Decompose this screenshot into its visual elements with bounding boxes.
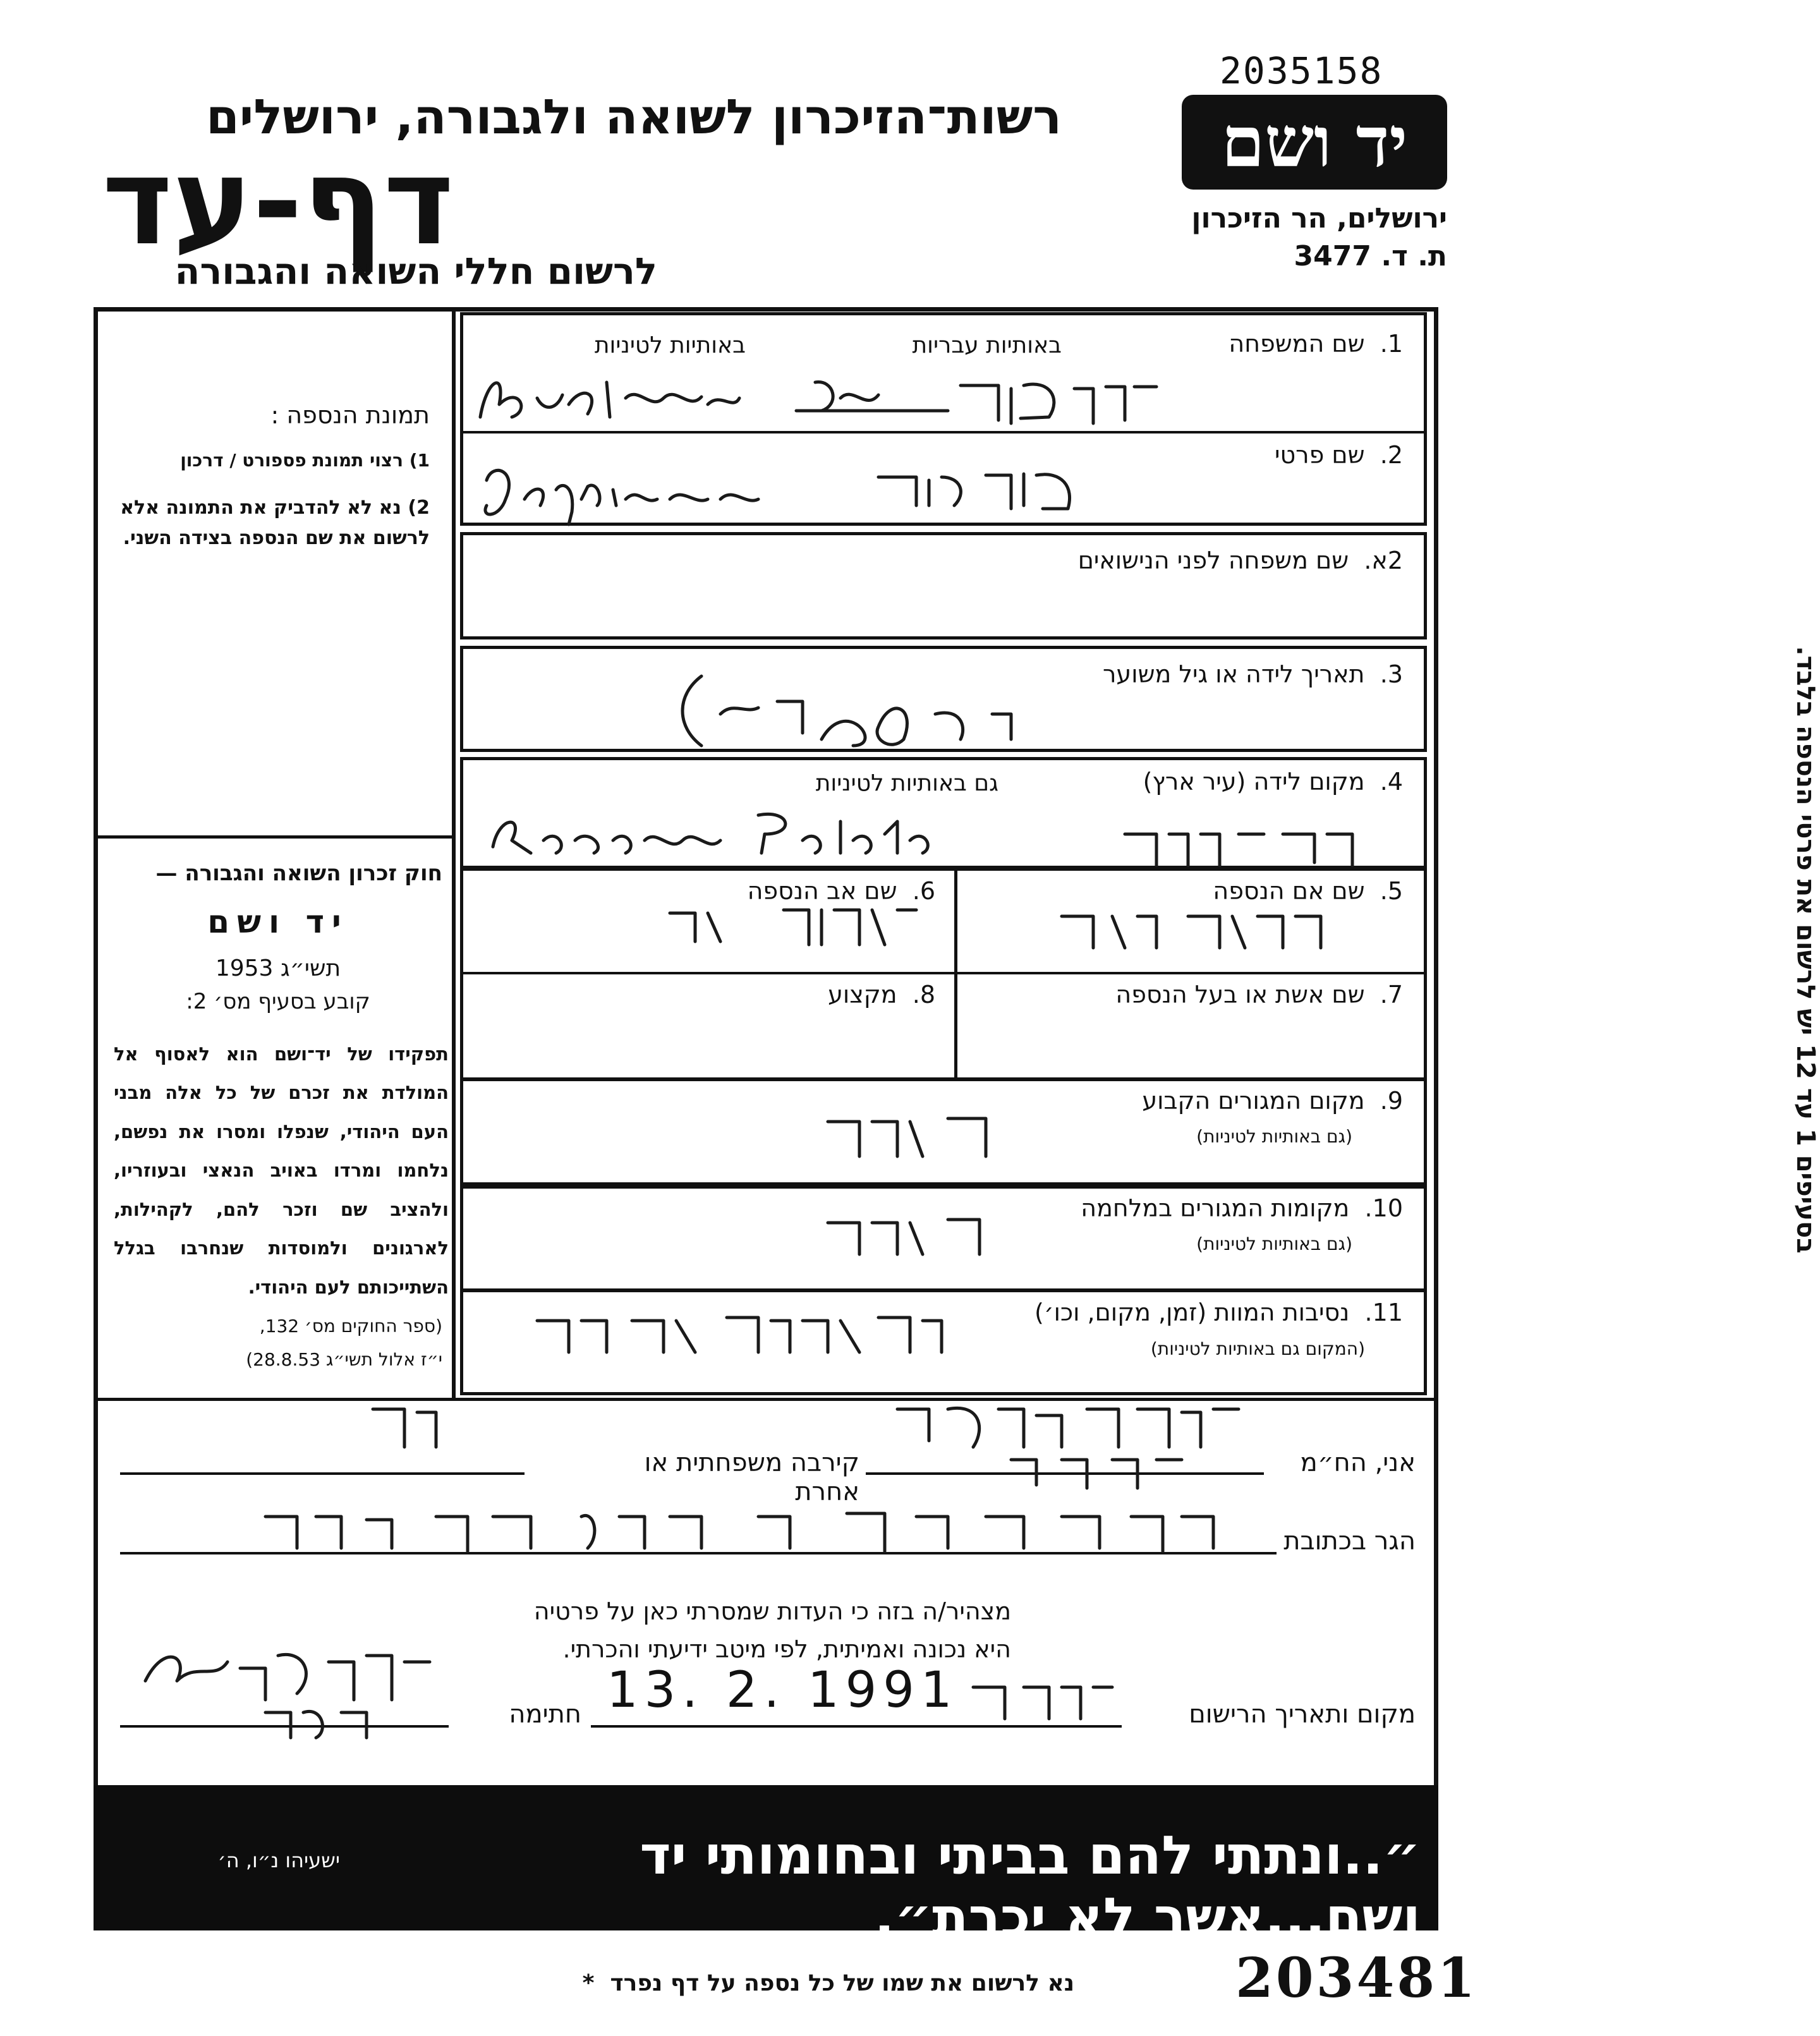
relation-line	[120, 1472, 525, 1475]
form-subtitle: לרשום חללי השואה והגבורה	[174, 250, 657, 293]
section-separator	[95, 1398, 1437, 1401]
law-name: יד ושם	[207, 904, 349, 940]
law-year: תשי״ג 1953	[215, 955, 341, 981]
footer-bullet: *	[582, 1970, 595, 1996]
document-number-top: 2035158	[1220, 49, 1383, 92]
form-title: דף-עד	[102, 132, 454, 272]
law-reference-1: (ספר החוקים מס׳ 132,	[259, 1316, 442, 1336]
photo-box-item-2: 2) נא לא להדביק את התמונה אלא לרשום את שם הנספה בצידה השני.	[120, 497, 430, 549]
signature-label: חתימה	[509, 1700, 581, 1729]
statement-line-1: מצהיר/ה בזה כי העדות שמסרתי כאן על פרטיה	[533, 1597, 1011, 1625]
photo-box-item-1: 1) רצוי תמונת פספורט / דרכון	[180, 450, 430, 471]
signature-line	[120, 1725, 449, 1728]
declarant-name-line	[866, 1472, 1264, 1475]
field-divider-6-7	[461, 972, 1425, 974]
relation-label: קירבה משפחתית או אחרת	[644, 1448, 859, 1506]
place-date-line	[591, 1725, 1122, 1728]
field-8-label: 8. מקצוע	[828, 981, 935, 1009]
field-1-label: 1. שם המשפחה	[1228, 330, 1403, 358]
field-divider-1-2	[461, 431, 1425, 433]
field-5-label: 5. שם אם הנספה	[1213, 877, 1403, 905]
address-label: הגר בכתובת	[1283, 1527, 1416, 1556]
field-11-note: (המקום גם באותיות לטיניות)	[1150, 1338, 1365, 1359]
field-2-label: 2. שם פרטי	[1275, 441, 1403, 469]
declarant-label: אני, הח״מ	[1300, 1448, 1416, 1477]
field-1-hebrew-column: באותיות עבריות	[912, 332, 1062, 358]
field-4-latin-note: גם באותיות לטיניות	[815, 770, 998, 796]
authority-name: רשות־הזיכרון לשואה ולגבורה, ירושלים	[206, 88, 1062, 145]
left-column-divider	[452, 310, 456, 1400]
address-line-1: ירושלים, הר הזיכרון	[1191, 202, 1447, 234]
yad-vashem-logo	[1182, 95, 1447, 190]
field-7-label: 7. שם אשת או בעל הנספה	[1115, 981, 1403, 1009]
field-10-note: (גם באותיות לטיניות)	[1196, 1233, 1352, 1254]
law-section: קובע בסעיף מס׳ 2:	[186, 989, 370, 1014]
field-3-label: 3. תאריך לידה או גיל משוער	[1102, 660, 1403, 688]
registration-date: 13. 2. 1991	[607, 1662, 959, 1719]
left-column-separator	[95, 835, 454, 839]
quote-banner	[94, 1785, 1438, 1948]
field-4-label: 4. מקום לידה (עיר ארץ)	[1143, 768, 1403, 796]
field-1-latin-column: באותיות לטיניות	[594, 332, 746, 358]
field-2a-label: 2א. שם משפחה לפני הנישואים	[1077, 547, 1403, 574]
field-11-label: 11. נסיבות המוות (זמן, מקום, וכו׳)	[1034, 1299, 1403, 1326]
banner-source: ישעיהו נ״ו, ה׳	[217, 1848, 340, 1872]
field-9-note: (גם באותיות לטיניות)	[1196, 1126, 1352, 1147]
law-heading: חוק זכרון השואה והגבורה —	[155, 861, 442, 886]
field-6-label: 6. שם אב הנספה	[747, 877, 935, 905]
side-note: בסעיפים 1 עד 12 יש לרשום את פרטי הנספה בלבד.	[1791, 646, 1820, 1254]
footer-note: נא לרשום את שמו של כל נספה על דף נפרד *	[582, 1970, 1074, 1996]
field-9-label: 9. מקום המגורים הקבוע	[1142, 1087, 1403, 1115]
place-date-label: מקום ותאריך הרישום	[1189, 1700, 1416, 1729]
banner-quote: ״..ונתתי להם בביתי ובחומותי יד ושם...אשר לא יכרת״.	[640, 1824, 1421, 1948]
logo-text: יד ושם	[1221, 101, 1408, 183]
law-text: תפקידו של יד־ושם הוא לאסוף אל המולדת את זכרם של כל אלה מבני העם היהודי, שנפלו ומסרו את נפשם, נלחמו ומרדו באויב הנאצי ובעוזריו, ולהציב שם וזכר להם, לקהילות, לארגונים ולמוסדות שנחרבו בגלל השתייכותם לעם היהודי.	[114, 1043, 449, 1298]
address-line-2: ת. ד. 3477	[1294, 240, 1447, 272]
field-10-label: 10. מקומות המגורים במלחמה	[1081, 1194, 1403, 1222]
document-number-bottom: 203481	[1235, 1946, 1478, 2010]
photo-box-title: תמונת הנספה :	[270, 401, 430, 429]
statement-line-2: היא נכונה ואמיתית, לפי מיטב ידיעתי והכרתי.	[562, 1635, 1011, 1663]
address-line	[120, 1552, 1277, 1554]
law-reference-2: י״ז אלול תשי״ג 28.8.53)	[246, 1349, 442, 1370]
